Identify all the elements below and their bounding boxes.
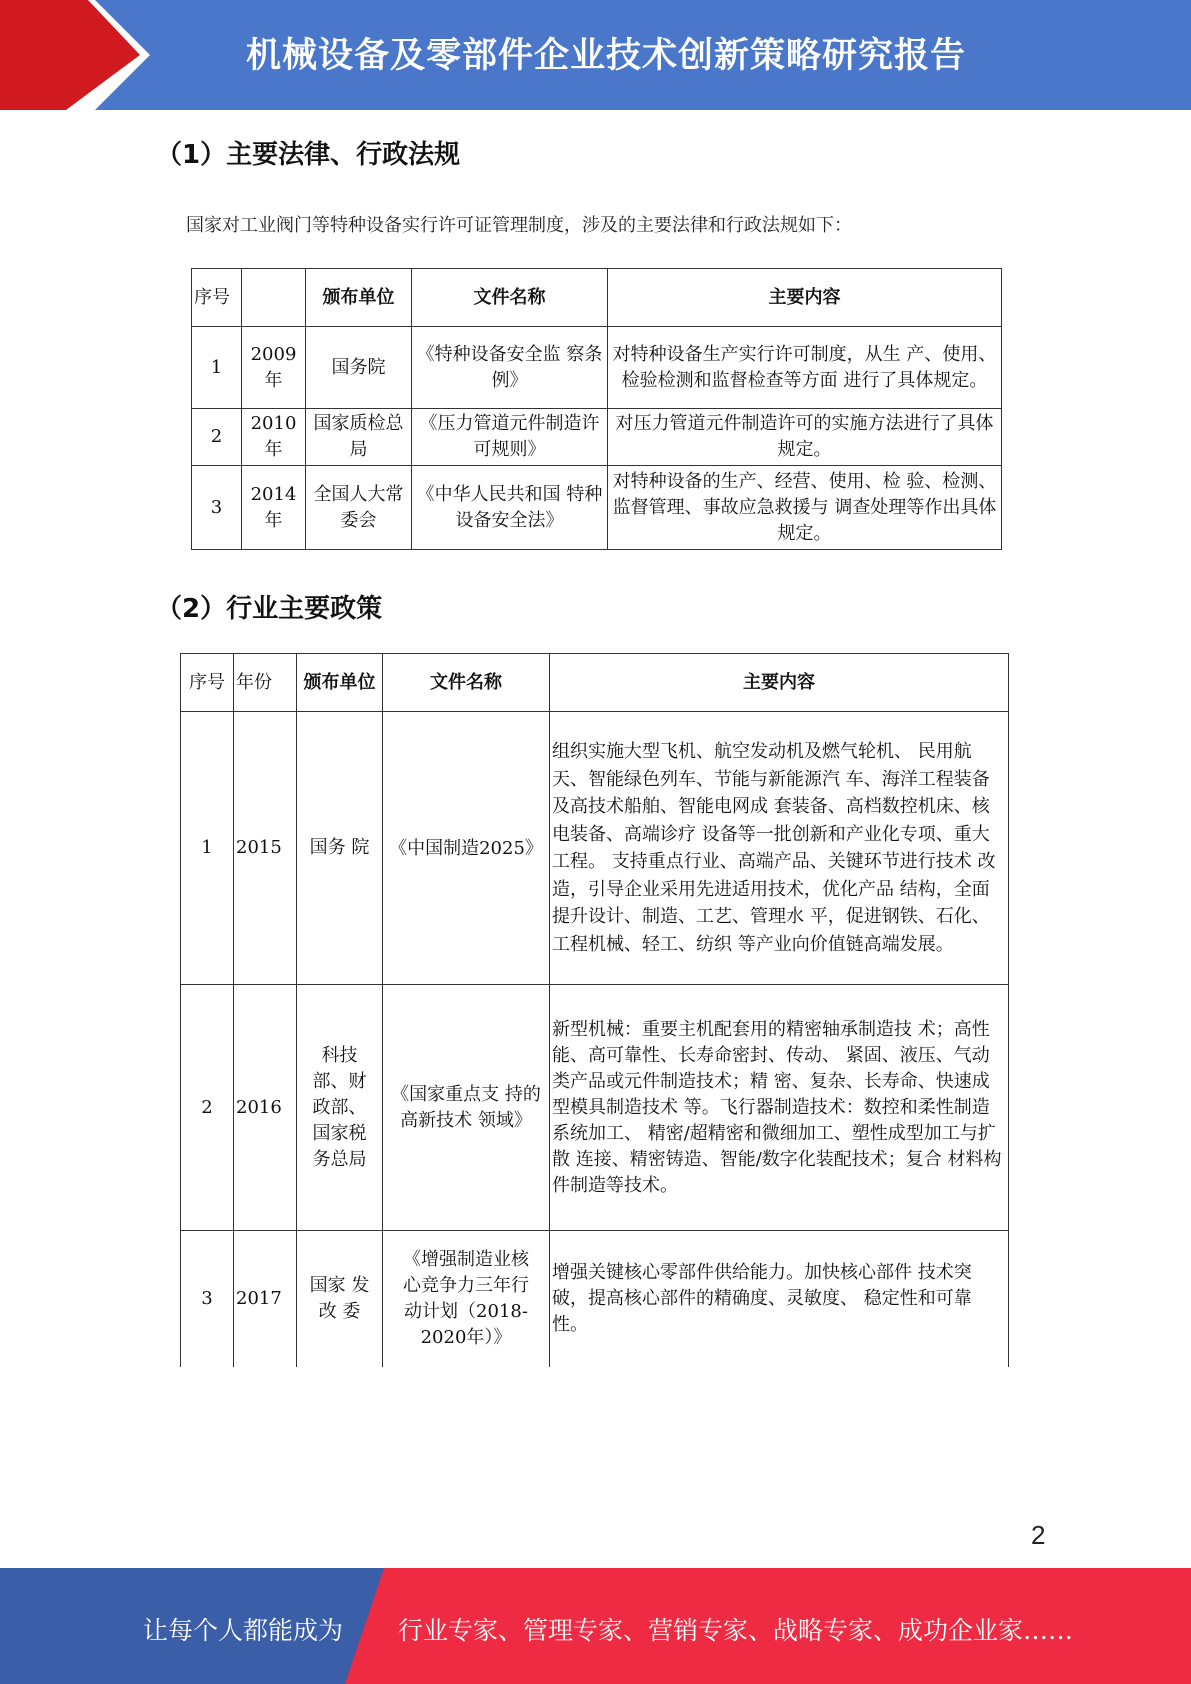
row-doc: 《特种设备安全监 察条例》 <box>412 327 608 409</box>
footer-slogan-left: 让每个人都能成为 <box>143 1616 344 1645</box>
page-footer <box>0 1568 1191 1684</box>
report-title: 机械设备及零部件企业技术创新策略研究报告 <box>246 36 967 76</box>
table-row <box>192 409 1002 466</box>
row-year: 2010年 <box>242 409 306 466</box>
row-year: 2014年 <box>242 466 306 550</box>
row-doc: 《压力管道元件制造许可规则》 <box>412 409 608 466</box>
table-row <box>192 466 1002 550</box>
row-unit: 国务 院 <box>297 712 383 985</box>
table-header-row <box>192 269 1002 327</box>
row-no: 3 <box>192 466 242 550</box>
col-header-unit: 颁布单位 <box>306 269 412 327</box>
section1-title: （1）主要法律、行政法规 <box>156 140 461 170</box>
row-no: 1 <box>181 712 234 985</box>
row-content: 对特种设备生产实行许可制度，从生 产、使用、检验检测和监督检查等方面 进行了具体规定。 <box>608 327 1002 409</box>
row-no: 1 <box>192 327 242 409</box>
col-header-doc: 文件名称 <box>383 654 550 712</box>
section1-intro: 国家对工业阀门等特种设备实行许可证管理制度，涉及的主要法律和行政法规如下： <box>186 215 852 236</box>
row-year: 2009年 <box>242 327 306 409</box>
row-content: 增强关键核心零部件供给能力。加快核心部件 技术突破，提高核心部件的精确度、灵敏度、 稳定性和可靠性。 <box>550 1231 1009 1367</box>
row-unit: 科技部、财政部、国家税务总局 <box>297 985 383 1231</box>
row-content: 组织实施大型飞机、航空发动机及燃气轮机、 民用航天、智能绿色列车、节能与新能源汽 车、海洋工程装备及高技术船舶、智能电网成 套装备、高档数控机床、核电装备、高端诊疗 设备等一批创新和产业化专项、重大工程。 支持重点行业、高端产品、关键环节进行技术 改造，引导企业采用先进适用技术，优化产品 结构，全面提升设计、制造、工艺、管理水 平，促进钢铁、石化、工程机械、轻工、纺织 等产业向价值链高端发展。 <box>550 712 1009 985</box>
col-header-content: 主要内容 <box>608 269 1002 327</box>
row-no: 2 <box>181 985 234 1231</box>
col-header-content: 主要内容 <box>550 654 1009 712</box>
col-header-no: 序号 <box>181 654 234 712</box>
col-header-doc: 文件名称 <box>412 269 608 327</box>
row-unit: 国家质检总局 <box>306 409 412 466</box>
table-row <box>181 1231 1009 1367</box>
row-year: 2017 <box>234 1231 297 1367</box>
table-row <box>192 327 1002 409</box>
col-header-unit: 颁布单位 <box>297 654 383 712</box>
footer-slogan-right: 行业专家、管理专家、营销专家、战略专家、成功企业家…… <box>398 1616 1074 1645</box>
row-unit: 国务院 <box>306 327 412 409</box>
row-doc: 《增强制造业核心竞争力三年行动计划（2018-2020年）》 <box>383 1231 550 1367</box>
table-row <box>181 712 1009 985</box>
row-doc: 《中国制造2025》 <box>383 712 550 985</box>
table-header-row <box>181 654 1009 712</box>
col-header-no: 序号 <box>192 269 242 327</box>
policies-table <box>180 653 1009 1367</box>
row-no: 3 <box>181 1231 234 1367</box>
row-content: 新型机械：重要主机配套用的精密轴承制造技 术；高性能、高可靠性、长寿命密封、传动、 紧固、液压、气动类产品或元件制造技术；精 密、复杂、长寿命、快速成型模具制造技术 等。飞行器制造技术：数控和柔性制造系统加工、 精密/超精密和微细加工、塑性成型加工与扩散 连接、精密铸造、智能/数字化装配技术；复合 材料构件制造等技术。 <box>550 985 1009 1231</box>
row-unit: 国家 发改 委 <box>297 1231 383 1367</box>
col-header-year: 年份 <box>234 654 297 712</box>
row-doc: 《中华人民共和国 特种设备安全法》 <box>412 466 608 550</box>
row-unit: 全国人大常委会 <box>306 466 412 550</box>
row-year: 2016 <box>234 985 297 1231</box>
row-year: 2015 <box>234 712 297 985</box>
page-number: 2 <box>1031 1520 1046 1550</box>
row-doc: 《国家重点支 持的高新技术 领域》 <box>383 985 550 1231</box>
row-no: 2 <box>192 409 242 466</box>
col-header-year <box>242 269 306 327</box>
table-row <box>181 985 1009 1231</box>
row-content: 对压力管道元件制造许可的实施方法进行了具体规定。 <box>608 409 1002 466</box>
row-content: 对特种设备的生产、经营、使用、检 验、检测、监督管理、事故应急救援与 调查处理等作出具体规定。 <box>608 466 1002 550</box>
section2-title: （2）行业主要政策 <box>156 594 383 624</box>
laws-table <box>191 268 1002 550</box>
page-header <box>0 0 1191 110</box>
